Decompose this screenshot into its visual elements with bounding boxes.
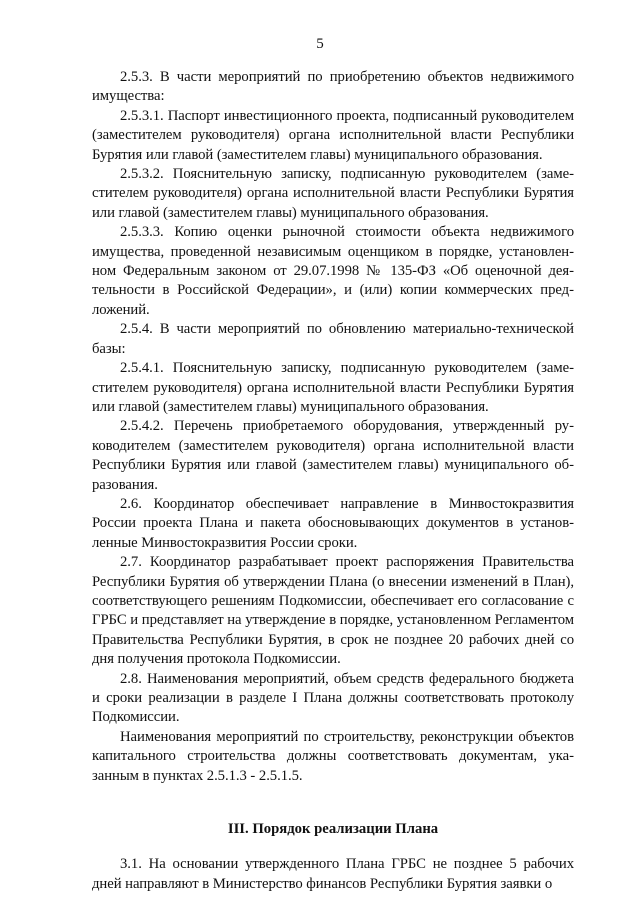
paragraph-2-5-4: 2.5.4. В части мероприятий по обновлению материально-технической базы: [92, 321, 574, 357]
paragraph-2-5-3-3: 2.5.3.3. Копию оценки рыночной стоимости объекта недвижимого имущества, проведенной независимым оценщиком в порядке, установленном Федеральным законом от 29.07.1998 № 135-ФЗ «Об оценочной деятельности в Российской Федерации», и (или) копии коммерческих предложений. [92, 224, 574, 318]
paragraph-2-6: 2.6. Координатор обеспечивает направление в Минвостокразвития России проекта Плана и пакета обосновывающих документов в установленные Минвостокразвития России сроки. [92, 495, 574, 551]
paragraph-2-5-4-2: 2.5.4.2. Перечень приобретаемого оборудования, утвержденный руководителем (заместителем руководителя) органа исполнительной власти Республики Бурятия или главой (заместителем главы) муниципального образования. [92, 418, 574, 493]
section-heading: III. Порядок реализации Плана [227, 821, 439, 838]
paragraph-2-5-4-1: 2.5.4.1. Пояснительную записку, подписанную руководителем (заместителем руководителя) органа исполнительной власти Республики Бурятия или главой (заместителем главы) муниципального образования. [92, 360, 574, 415]
paragraph-2-7: 2.7. Координатор разрабатывает проект распоряжения Правительства Республики Бурятия об утверждении Плана (о внесении изменений в План), соответствующего решениям Подкомиссии, обеспечивает его согласование с ГРБС и представляет на утверждение в порядке, установленном Регламентом Правительства Республики Бурятия, в срок не позднее 20 рабочих дней со дня получения протокола Подкомиссии. [92, 554, 574, 668]
paragraph-2-5-3-1: 2.5.3.1. Паспорт инвестиционного проекта, подписанный руководителем (заместителем руководителя) органа исполнительной власти Республики Бурятия или главой (заместителем главы) муниципального образования. [92, 107, 574, 163]
spacer [92, 839, 574, 855]
paragraph-2-8: 2.8. Наименования мероприятий, объем средств федерального бюджета и сроки реализации в разделе I Плана должны соответствовать протоколу Подкомиссии. [92, 670, 574, 726]
paragraph-2-5-3: 2.5.3. В части мероприятий по приобретению объектов недвижимого имущества: [92, 69, 574, 105]
spacer [92, 786, 574, 820]
paragraph-2-5-3-2: 2.5.3.2. Пояснительную записку, подписанную руководителем (заместителем руководителя) органа исполнительной власти Республики Бурятия или главой (заместителем главы) муниципального образования. [92, 166, 574, 221]
paragraph-3-1: 3.1. На основании утвержденного Плана ГРБС не позднее 5 рабочих дней направляют в Министерство финансов Республики Бурятия заявки о [92, 856, 574, 892]
page-number: 5 [316, 36, 324, 52]
document-body [92, 68, 574, 894]
paragraph-2-8-continued: Наименования мероприятий по строительству, реконструкции объектов капитального строительства должны соответствовать документам, указанным в пунктах 2.5.1.3 - 2.5.1.5. [92, 728, 574, 784]
